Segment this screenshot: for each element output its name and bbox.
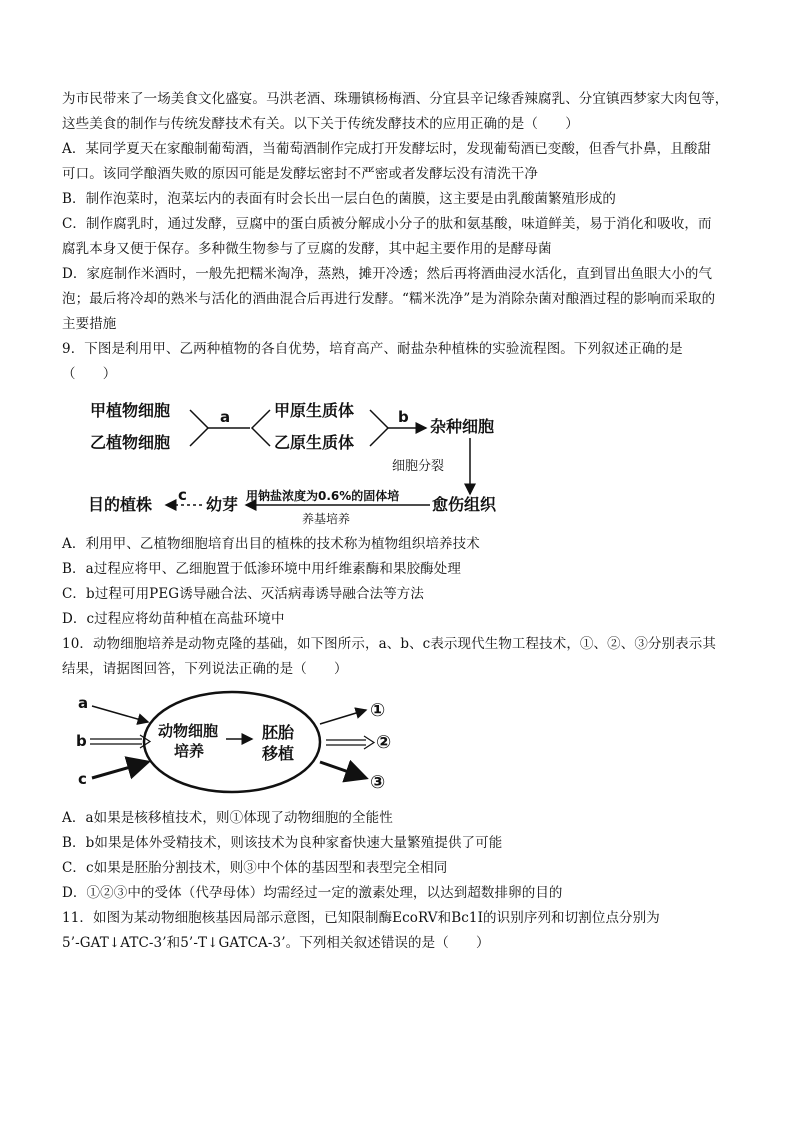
output-2-arrow-head [364, 736, 374, 749]
output-3-label: ③ [370, 772, 386, 793]
q11-stem-line2: 5’-GAT↓ATC-3’和5’-T↓GATCA-3’。下列相关叙述错误的是（ ） [62, 935, 490, 951]
culture-label-line1: 动物细胞 [158, 722, 219, 740]
q10-cloning-diagram [70, 684, 420, 802]
plant-a-label: 甲植物细胞 [90, 401, 171, 420]
cell-division-label: 细胞分裂 [392, 459, 445, 474]
q8-option-d-line3: 主要措施 [62, 316, 117, 332]
q10-option-a: A．a如果是核移植技术，则①体现了动物细胞的全能性 [62, 810, 393, 826]
protoplast-b-label: 乙原生质体 [274, 433, 355, 452]
hybrid-cell-label: 杂种细胞 [430, 417, 495, 436]
bracket-b [370, 410, 388, 446]
embryo-label-line2: 移植 [262, 744, 295, 763]
output-1-arrow [320, 710, 366, 724]
input-a-arrow [92, 706, 148, 722]
output-2-label: ② [376, 732, 392, 753]
q9-option-b: B．a过程应将甲、乙细胞置于低渗环境中用纤维素酶和果胶酶处理 [62, 561, 461, 577]
q9-stem-line2: （ ） [62, 366, 117, 382]
sprout-label: 幼芽 [206, 495, 239, 514]
q8-option-a-line1: A．某同学夏天在家酿制葡萄酒，当葡萄酒制作完成打开发酵坛时，发现葡萄酒已变酸，但香气扑鼻，且酸甜 [62, 141, 712, 157]
q8-option-b: B．制作泡菜时，泡菜坛内的表面有时会长出一层白色的菌膜，这主要是由乳酸菌繁殖形成的 [62, 191, 617, 207]
q10-stem-line1: 10．动物细胞培养是动物克隆的基础，如下图所示，a、b、c表示现代生物工程技术，①、②、③分别表示其 [62, 636, 716, 652]
q9-flow-diagram [80, 392, 520, 532]
q8-option-d-line1: D．家庭制作米酒时，一般先把糯米淘净，蒸熟，摊开冷透；然后再将酒曲浸水活化，直到冒出鱼眼大小的气 [62, 266, 713, 282]
output-3-arrow [320, 762, 366, 778]
culture-label-line2: 培养 [174, 742, 205, 760]
q10-stem-line2: 结果，请据图回答，下列说法正确的是（ ） [62, 661, 348, 677]
q11-stem-line1: 11．如图为某动物细胞核基因局部示意图，已知限制酶EcoRV和Bc1I的识别序列和切割位点分别为 [62, 910, 660, 926]
medium-label-line2: 养基培养 [302, 512, 351, 526]
step-b-label: b [398, 408, 409, 426]
medium-label-line1: 用钠盐浓度为0.6%的固体培 [246, 489, 400, 503]
q10-option-c: C．c如果是胚胎分割技术，则③中个体的基因型和表型完全相同 [62, 860, 448, 876]
q8-option-d-line2: 泡；最后将冷却的熟米与活化的酒曲混合后再进行发酵。“糯米洗净”是为消除杂菌对酿酒过程的影响而采取的 [62, 291, 716, 307]
input-c-label: c [78, 770, 87, 788]
q8-intro-line2: 这些美食的制作与传统发酵技术有关。以下关于传统发酵技术的应用正确的是（ ） [62, 116, 579, 132]
protoplast-a-label: 甲原生质体 [274, 401, 355, 420]
q9-option-a: A．利用甲、乙植物细胞培育出目的植株的技术称为植物组织培养技术 [62, 536, 480, 552]
q8-option-c-line2: 腐乳本身又便于保存。多种微生物参与了豆腐的发酵，其中起主要作用的是酵母菌 [62, 241, 552, 257]
output-1-label: ① [370, 700, 386, 721]
process-ellipse [144, 692, 320, 792]
q10-option-b: B．b如果是体外受精技术，则该技术为良种家畜快速大量繁殖提供了可能 [62, 835, 503, 851]
bracket-a-right [252, 410, 270, 446]
q10-option-d: D．①②③中的受体（代孕母体）均需经过一定的激素处理，以达到超数排卵的目的 [62, 885, 563, 901]
step-a-label: a [220, 408, 231, 426]
embryo-label-line1: 胚胎 [262, 723, 295, 742]
q8-option-c-line1: C．制作腐乳时，通过发酵，豆腐中的蛋白质被分解成小分子的肽和氨基酸，味道鲜美，易于消化和吸收，而 [62, 216, 712, 232]
q8-intro-line1: 为市民带来了一场美食文化盛宴。马洪老酒、珠珊镇杨梅酒、分宜县辛记缘香辣腐乳、分宜镇西梦家大肉包等， [62, 91, 729, 107]
plant-b-label: 乙植物细胞 [90, 433, 171, 452]
input-c-arrow [92, 762, 148, 778]
step-c-label: c [178, 486, 187, 504]
input-b-label: b [76, 732, 87, 750]
callus-label: 愈伤组织 [432, 495, 497, 514]
input-a-label: a [78, 694, 89, 712]
q8-option-a-line2: 可口。该同学酿酒失败的原因可能是发酵坛密封不严密或者发酵坛没有清洗干净 [62, 166, 538, 182]
bracket-a-left [190, 410, 208, 446]
q9-option-d: D．c过程应将幼苗种植在高盐环境中 [62, 611, 285, 627]
target-plant-label: 目的植株 [88, 495, 153, 514]
q9-option-c: C．b过程可用PEG诱导融合法、灭活病毒诱导融合法等方法 [62, 586, 424, 602]
q9-stem-line1: 9．下图是利用甲、乙两种植物的各自优势，培育高产、耐盐杂种植株的实验流程图。下列叙述正确的是 [62, 341, 683, 357]
